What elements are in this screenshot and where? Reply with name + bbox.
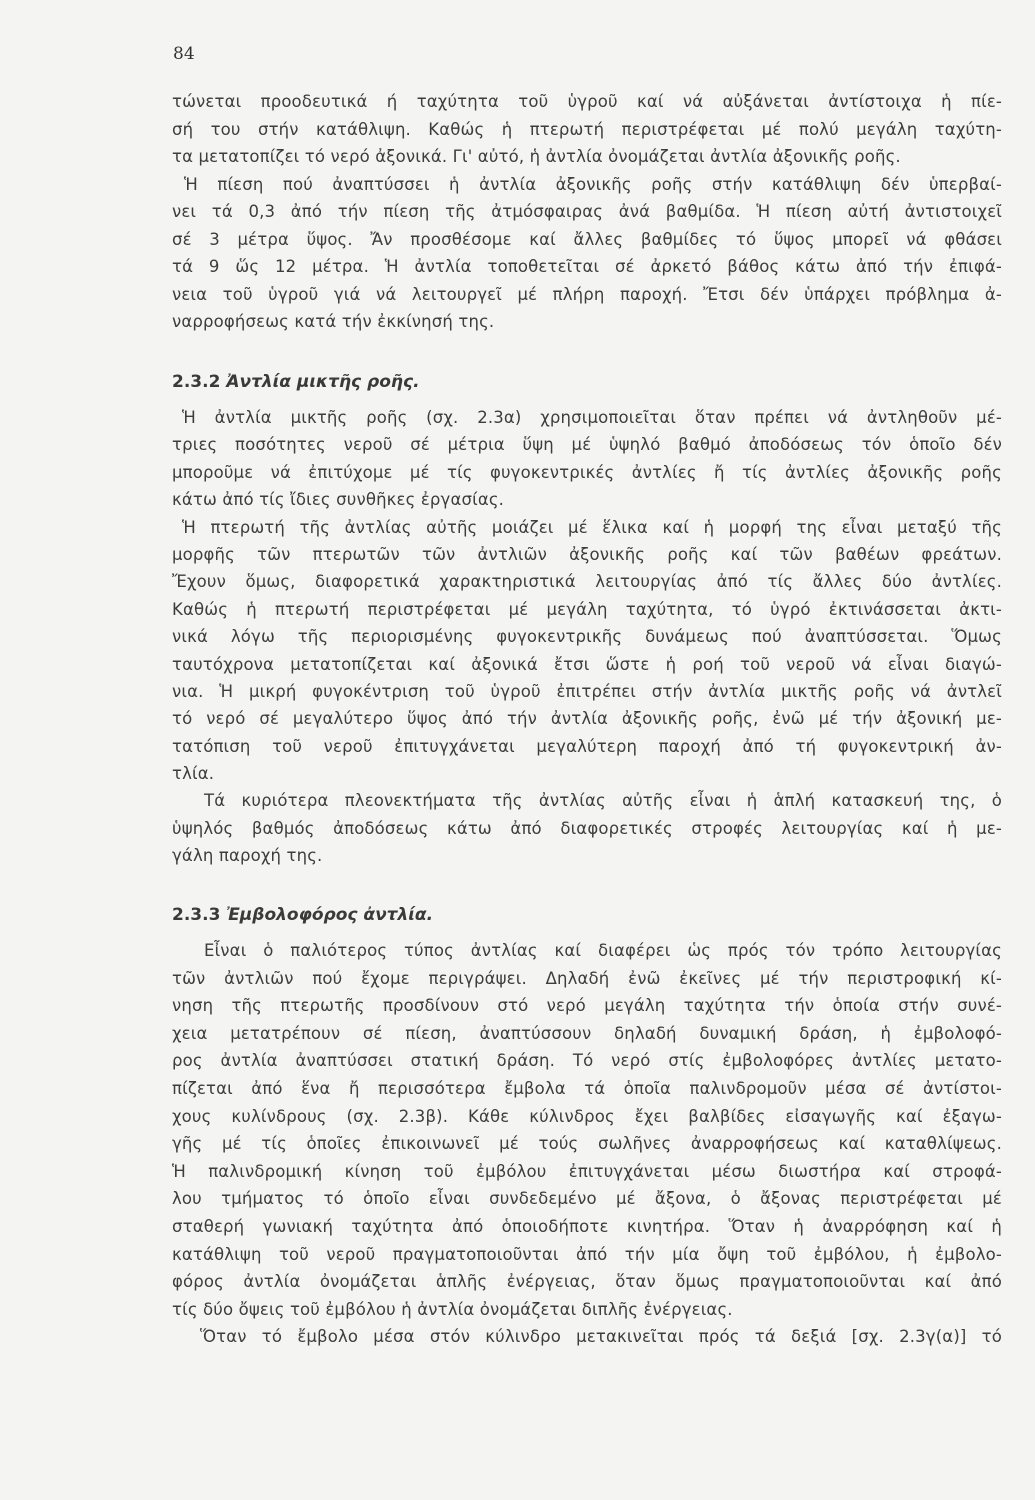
- text-line: τατόπιση τοῦ νεροῦ ἐπιτυγχάνεται μεγαλύτερη παροχή ἀπό τή φυγοκεντρική ἀν-: [172, 736, 1002, 756]
- text-line: Ἔχουν ὅμως, διαφορετικά χαρακτηριστικά λειτουργίας ἀπό τίς ἄλλες δύο ἀντλίες.: [172, 572, 1002, 592]
- text-line: γῆς μέ τίς ὁποῖες ἐπικοινωνεῖ μέ τούς σωλῆνες ἀναρροφήσεως καί καταθλίψεως.: [172, 1134, 1002, 1154]
- section-number: 2.3.3: [172, 905, 221, 925]
- text-line: τίς δύο ὄψεις τοῦ ἐμβόλου ἡ ἀντλία ὀνομάζεται διπλῆς ἐνέργειας.: [172, 1299, 733, 1319]
- text-line: φόρος ἀντλία ὀνομάζεται ἁπλῆς ἐνέργειας, ὅταν ὅμως πραγματοποιοῦνται καί ἀπό: [172, 1272, 1002, 1292]
- text-line: Ὅταν τό ἔμβολο μέσα στόν κύλινδρο μετακινεῖται πρός τά δεξιά [σχ. 2.3γ(α)] τό: [200, 1327, 1002, 1347]
- text-line: χεια μετατρέπουν σέ πίεση, ἀναπτύσσουν δηλαδή δυναμική δράση, ἡ ἐμβολοφό-: [172, 1023, 1002, 1043]
- text-line: χους κυλίνδρους (σχ. 2.3β). Κάθε κύλινδρος ἔχει βαλβίδες εἰσαγωγῆς καί ἐξαγω-: [172, 1106, 1002, 1126]
- text-line: νικά λόγω τῆς περιορισμένης φυγοκεντρικῆς δυνάμεως πού ἀναπτύσσεται. Ὅμως: [172, 627, 1002, 647]
- text-line: ναρροφήσεως κατά τήν ἐκκίνησή της.: [172, 312, 495, 331]
- intro-paragraph: [172, 92, 1002, 340]
- text-line: τλία.: [172, 764, 215, 784]
- text-line: Ἡ παλινδρομική κίνηση τοῦ ἐμβόλου ἐπιτυγχάνεται μέσω διωστήρα καί στροφά-: [172, 1161, 1002, 1181]
- text-line: τώνεται προοδευτικά ή ταχύτητα τοῦ ὑγροῦ καί νά αὐξάνεται ἀντίστοιχα ἡ πίε-: [172, 92, 1002, 111]
- text-line: νει τά 0,3 ἀπό τήν πίεση τῆς ἀτμόσφαιρας ἀνά βαθμίδα. Ἡ πίεση αὐτή ἀντιστοιχεῖ: [172, 202, 1002, 221]
- text-line: τῶν ἀντλιῶν πού ἔχομε περιγράψει. Δηλαδή ἐνῶ ἐκεῖνες μέ τήν περιστροφική κί-: [172, 968, 1002, 988]
- text-line: σή του στήν κατάθλιψη. Καθώς ἡ πτερωτή περιστρέφεται μέ πολύ μεγάλη ταχύτη-: [172, 119, 1002, 139]
- text-line: σταθερή γωνιακή ταχύτητα ἀπό ὁποιοδήποτε κινητήρα. Ὅταν ἡ ἀναρρόφηση καί ἡ: [172, 1216, 1002, 1236]
- text-line: Τά κυριότερα πλεονεκτήματα τῆς ἀντλίας αὐτῆς εἶναι ἡ ἁπλή κατασκευή της, ὁ: [204, 791, 1002, 811]
- text-line: τά 9 ὥς 12 μέτρα. Ἡ ἀντλία τοποθετεῖται σέ ἀρκετό βάθος κάτω ἀπό τήν ἐπιφά-: [172, 257, 1002, 276]
- text-line: Εἶναι ὁ παλιότερος τύπος ἀντλίας καί διαφέρει ὡς πρός τόν τρόπο λειτουργίας: [204, 941, 1002, 960]
- section-title: Ἐμβολοφόρος ἀντλία.: [226, 905, 434, 925]
- page-number: 84: [173, 44, 195, 64]
- text-line: κάτω ἀπό τίς ἴδιες συνθῆκες ἐργασίας.: [172, 490, 505, 510]
- text-line: Ἡ πτερωτή τῆς ἀντλίας αὐτῆς μοιάζει μέ ἕλικα καί ἡ μορφή της εἶναι μεταξύ τῆς: [182, 517, 1002, 537]
- section-title: Ἀντλία μικτῆς ροῆς.: [226, 372, 420, 392]
- text-line: ταυτόχρονα μετατοπίζεται καί ἀξονικά ἔτσι ὥστε ἡ ροή τοῦ νεροῦ νά εἶναι διαγώ-: [172, 654, 1002, 674]
- text-line: τα μετατοπίζει τό νερό ἀξονικά. Γι' αὐτό, ἡ ἀντλία ὀνομάζεται ἀντλία ἀξονικῆς ροῆς.: [172, 147, 901, 166]
- text-line: ρος ἀντλία ἀναπτύσσει στατική δράση. Τό νερό στίς ἐμβολοφόρες ἀντλίες μετατο-: [172, 1051, 1002, 1071]
- piston-body: [172, 941, 1002, 1355]
- text-line: ὑψηλός βαθμός ἀποδόσεως κάτω ἀπό διαφορετικές στροφές λειτουργίας καί ἡ με-: [172, 818, 1002, 838]
- section-number: 2.3.2: [172, 372, 221, 392]
- text-line: νηση τῆς πτερωτῆς προσδίνουν στό νερό μεγάλη ταχύτητα τήν ὁποία στήν συνέ-: [172, 996, 1002, 1016]
- text-line: σέ 3 μέτρα ὕψος. Ἄν προσθέσομε καί ἄλλες βαθμίδες τό ὕψος μπορεῖ νά φθάσει: [172, 229, 1002, 249]
- text-line: μορφῆς τῶν πτερωτῶν τῶν ἀντλιῶν ἀξονικῆς ροῆς καί τῶν βαθέων φρεάτων.: [172, 544, 1002, 564]
- section-heading-piston: [172, 905, 433, 925]
- text-line: κατάθλιψη τοῦ νεροῦ πραγματοποιοῦνται ἀπό τήν μία ὄψη τοῦ ἐμβόλου, ἡ ἐμβολο-: [172, 1244, 1002, 1264]
- text-line: Καθώς ἡ πτερωτή περιστρέφεται μέ μεγάλη ταχύτητα, τό ὑγρό ἐκτινάσσεται ἀκτι-: [172, 599, 1002, 619]
- text-line: γάλη παροχή της.: [172, 846, 323, 866]
- mixed-flow-body: [172, 408, 1002, 874]
- text-line: λου τμήματος τό ὁποῖο εἶναι συνδεδεμένο μέ ἄξονα, ὁ ἄξονας περιστρέφεται μέ: [172, 1189, 1002, 1209]
- section-heading-mixed-flow: [172, 372, 420, 392]
- text-line: μποροῦμε νά ἐπιτύχομε μέ τίς φυγοκεντρικές ἀντλίες ἤ τίς ἀντλίες ἀξονικῆς ροῆς: [172, 462, 1002, 482]
- text-line: τριες ποσότητες νεροῦ σέ μέτρια ὕψη μέ ὑψηλό βαθμό ἀποδόσεως τόν ὁποῖο δέν: [172, 435, 1002, 455]
- text-line: νεια τοῦ ὑγροῦ γιά νά λειτουργεῖ μέ πλήρη παροχή. Ἔτσι δέν ὑπάρχει πρόβλημα ἀ-: [172, 284, 1002, 304]
- text-line: Ἡ πίεση πού ἀναπτύσσει ἡ ἀντλία ἀξονικῆς ροῆς στήν κατάθλιψη δέν ὑπερβαί-: [184, 174, 1002, 194]
- text-line: πίζεται ἀπό ἕνα ἤ περισσότερα ἔμβολα τά ὁποῖα παλινδρομοῦν μέσα σέ ἀντίστοι-: [172, 1078, 1002, 1098]
- text-line: νια. Ἡ μικρή φυγοκέντριση τοῦ ὑγροῦ ἐπιτρέπει στήν ἀντλία μικτῆς ροῆς νά ἀντλεῖ: [172, 681, 1002, 701]
- text-line: τό νερό σέ μεγαλύτερο ὕψος ἀπό τήν ἀντλία ἀξονικῆς ροῆς, ἐνῶ μέ τήν ἀξονική με-: [172, 709, 1002, 729]
- text-line: Ἡ ἀντλία μικτῆς ροῆς (σχ. 2.3α) χρησιμοποιεῖται ὅταν πρέπει νά ἀντληθοῦν μέ-: [182, 408, 1002, 427]
